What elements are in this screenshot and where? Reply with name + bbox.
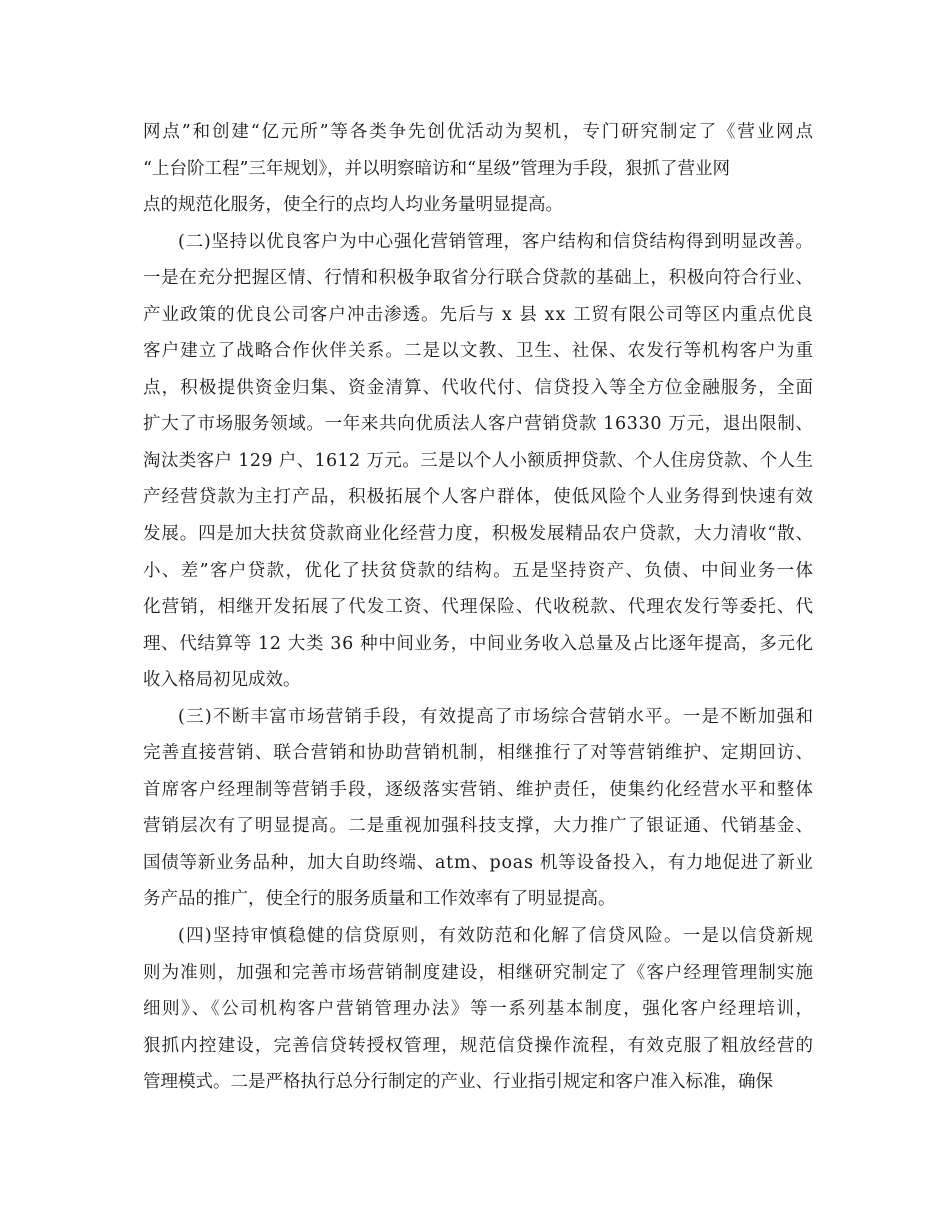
- paragraph-first-line: (三)不断丰富市场营销手段，有效提高了市场综合营销水平。一是不断加强和: [178, 706, 815, 727]
- document-body-text: [143, 114, 813, 1101]
- text-line: 产业政策的优良公司客户冲击渗透。先后与 x 县 xx 工贸有限公司等区内重点优良: [143, 304, 815, 325]
- text-line: 小、差”客户贷款，优化了扶贫贷款的结构。五是坚持资产、负债、中间业务一体: [143, 560, 815, 581]
- text-line: 淘汰类客户 129 户、1612 万元。三是以个人小额质押贷款、个人住房贷款、个人生: [143, 450, 814, 471]
- text-line: 务产品的推广，使全行的服务质量和工作效率有了明显提高。: [143, 889, 616, 910]
- text-line: 收入格局初见成效。: [143, 670, 301, 691]
- text-line: 则为准则，加强和完善市场营销制度建设，相继研究制定了《客户经理管理制实施: [143, 962, 815, 983]
- text-line: 客户建立了战略合作伙伴关系。二是以文教、卫生、社保、农发行等机构客户为重: [143, 341, 815, 362]
- text-line: “上台阶工程”三年规划》，并以明察暗访和“星级”管理为手段，狠抓了营业网: [143, 158, 731, 179]
- text-line: 首席客户经理制等营销手段，逐级落实营销、维护责任，使集约化经营水平和整体: [143, 779, 815, 800]
- text-line: 管理模式。二是严格执行总分行制定的产业、行业指引规定和客户准入标准，确保: [143, 1072, 773, 1093]
- text-line: 扩大了市场服务领域。一年来共向优质法人客户营销贷款 16330 万元，退出限制、: [143, 414, 814, 435]
- text-line: 理、代结算等 12 大类 36 种中间业务，中间业务收入总量及占比逐年提高，多元化: [143, 633, 814, 654]
- text-line: 完善直接营销、联合营销和协助营销机制，相继推行了对等营销维护、定期回访、: [143, 743, 815, 764]
- text-line: 一是在充分把握区情、行情和积极争取省分行联合贷款的基础上，积极向符合行业、: [143, 268, 814, 289]
- text-line: 细则》、《公司机构客户营销管理办法》等一系列基本制度，强化客户经理培训，: [143, 999, 815, 1020]
- text-line: 营销层次有了明显提高。二是重视加强科技支撑，大力推广了银证通、代销基金、: [143, 816, 815, 837]
- text-line: 化营销，相继开发拓展了代发工资、代理保险、代收税款、代理农发行等委托、代: [143, 597, 815, 618]
- paragraph-first-line: (二)坚持以优良客户为中心强化营销管理，客户结构和信贷结构得到明显改善。: [178, 231, 814, 252]
- text-line: 国债等新业务品种，加大自助终端、atm、poas 机等设备投入，有力地促进了新业: [143, 852, 814, 873]
- text-line: 发展。四是加大扶贫贷款商业化经营力度，积极发展精品农户贷款，大力清收“散、: [143, 524, 814, 545]
- paragraph-first-line: (四)坚持审慎稳健的信贷原则，有效防范和化解了信贷风险。一是以信贷新规: [178, 926, 815, 947]
- text-line: 点的规范化服务，使全行的点均人均业务量明显提高。: [143, 195, 563, 216]
- text-line: 狠抓内控建设，完善信贷转授权管理，规范信贷操作流程，有效克服了粗放经营的: [143, 1035, 815, 1056]
- text-line: 点，积极提供资金归集、资金清算、代收代付、信贷投入等全方位金融服务，全面: [143, 377, 815, 398]
- text-line: 产经营贷款为主打产品，积极拓展个人客户群体，使低风险个人业务得到快速有效: [143, 487, 815, 508]
- text-line: 网点”和创建“亿元所”等各类争先创优活动为契机，专门研究制定了《营业网点: [143, 122, 815, 142]
